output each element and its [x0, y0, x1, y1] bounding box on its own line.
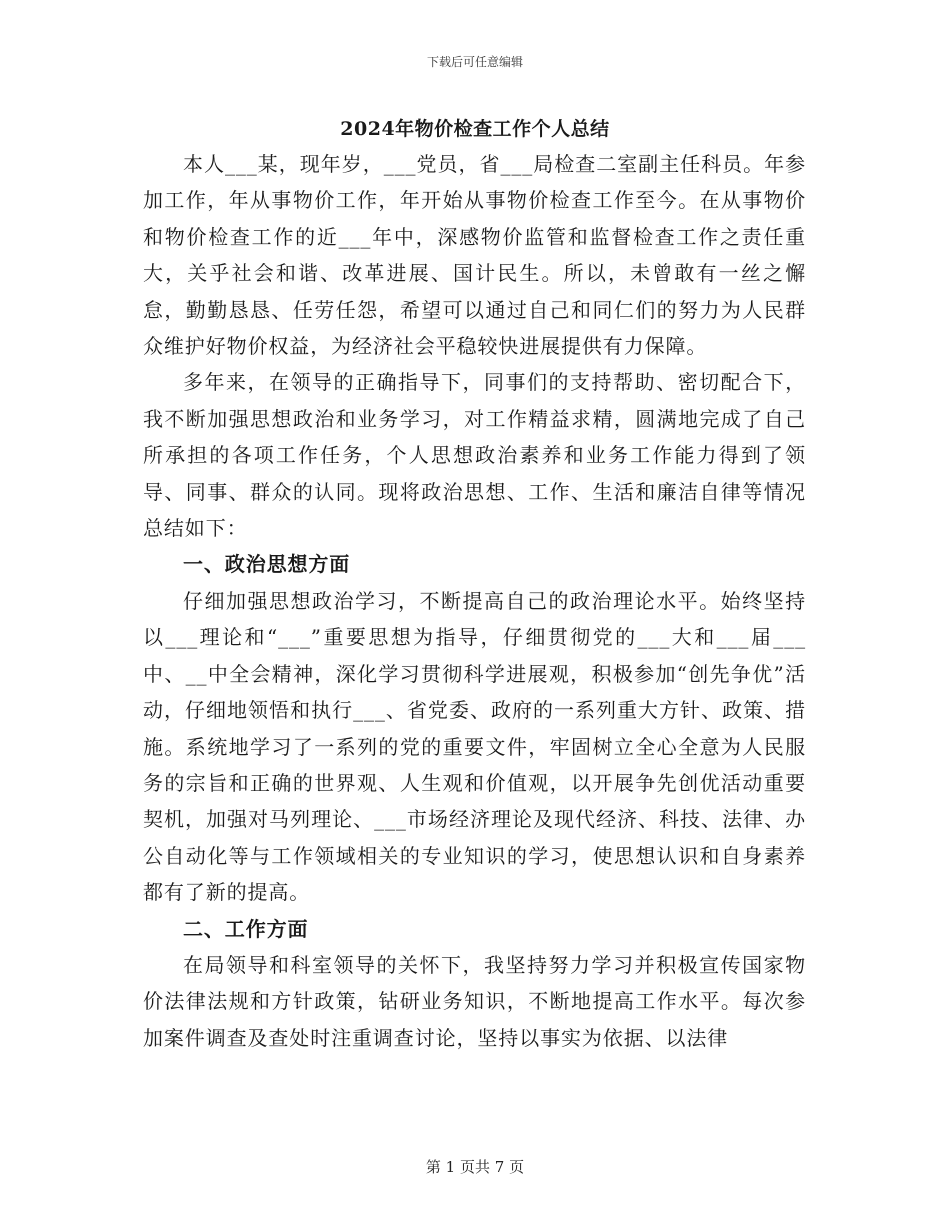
section-heading-political: 一、政治思想方面 — [183, 552, 351, 577]
summary-paragraph: 多年来，在领导的正确指导下，同事们的支持帮助、密切配合下，我不断加强思想政治和业务学习，对工作精益求精，圆满地完成了自己所承担的各项工作任务，个人思想政治素养和业务工作能力得到了领导、同事、群众的认同。现将政治思想、工作、生活和廉洁自律等情况总结如下： — [143, 370, 806, 541]
page-footer: 第 1 页共 7 页 — [425, 1158, 525, 1176]
document-title: 2024年物价检查工作个人总结 — [340, 118, 610, 140]
work-paragraph: 在局领导和科室领导的关怀下，我坚持努力学习并积极宣传国家物价法律法规和方针政策，钻研业务知识，不断地提高工作水平。每次参加案件调查及查处时注重调查讨论，坚持以事实为依据、以法律 — [143, 952, 806, 1050]
section-heading-work: 二、工作方面 — [183, 916, 309, 941]
political-paragraph: 仔细加强思想政治学习，不断提高自己的政治理论水平。始终坚持以___理论和“___”重要思想为指导，仔细贯彻党的___大和___届___中、__中全会精神，深化学习贯彻科学进展观，积极参加“创先争优”活动，仔细地领悟和执行___、省党委、政府的一系列重大方针、政策、措施。系统地学习了一系列的党的重要文件，牢固树立全心全意为人民服务的宗旨和正确的世界观、人生观和价值观，以开展争先创优活动重要契机，加强对马列理论、___市场经济理论及现代经济、科技、法律、办公自动化等与工作领域相关的专业知识的学习，使思想认识和自身素养都有了新的提高。 — [143, 588, 806, 905]
page-header-note: 下载后可任意编辑 — [426, 55, 523, 69]
intro-paragraph: 本人___某，现年岁，___党员，省___局检查二室副主任科员。年参加工作，年从事物价工作，年开始从事物价检查工作至今。在从事物价和物价检查工作的近___年中，深感物价监管和监督检查工作之责任重大，关乎社会和谐、改革进展、国计民生。所以，未曾敢有一丝之懈怠，勤勤恳恳、任劳任怨，希望可以通过自己和同仁们的努力为人民群众维护好物价权益，为经济社会平稳较快进展提供有力保障。 — [143, 152, 806, 359]
document-body — [143, 146, 806, 1056]
